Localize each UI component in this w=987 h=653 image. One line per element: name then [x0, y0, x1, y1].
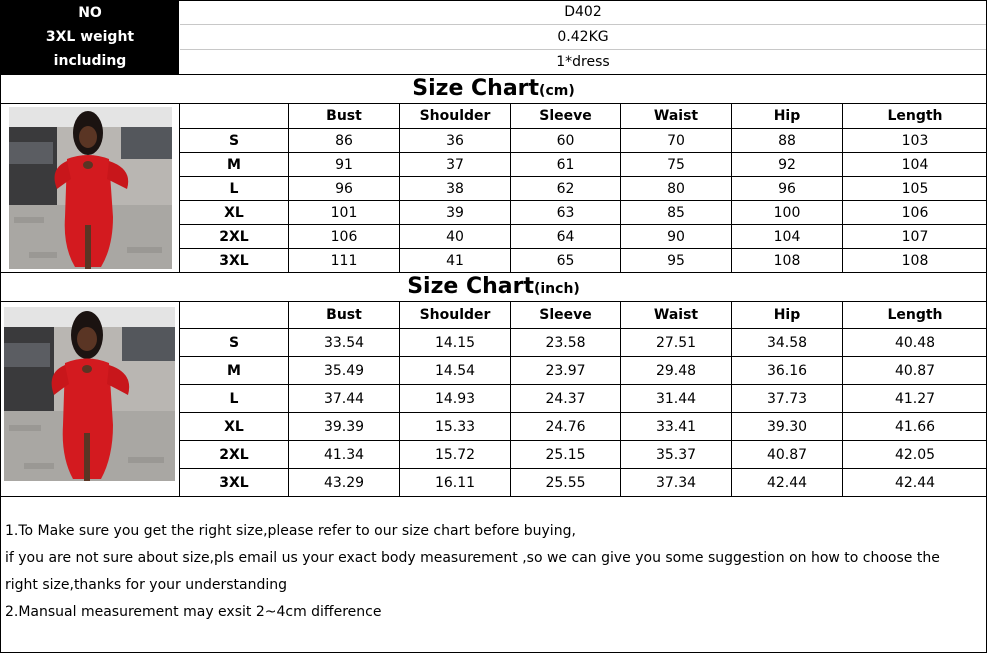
size-chart-inch-title — [1, 273, 986, 301]
table-cell: 25.55 — [511, 469, 621, 497]
table-cell: 37.73 — [732, 385, 843, 413]
table-cell: 42.44 — [732, 469, 843, 497]
info-value-including: 1*dress — [556, 54, 610, 70]
table-row — [180, 413, 987, 441]
table-row — [180, 357, 987, 385]
table-cell: 38 — [400, 177, 511, 201]
table-cell: 39 — [400, 201, 511, 225]
table-cell: 40.48 — [843, 329, 987, 357]
table-cell: 43.29 — [289, 469, 400, 497]
header-waist: Waist — [621, 302, 732, 329]
table-cell: 41.34 — [289, 441, 400, 469]
table-cell: 23.58 — [511, 329, 621, 357]
table-row — [180, 385, 987, 413]
size-label: XL — [180, 201, 289, 225]
table-cell: 31.44 — [621, 385, 732, 413]
dress-photo-1 — [9, 107, 172, 269]
size-label: 3XL — [180, 249, 289, 273]
table-cell: 40.87 — [732, 441, 843, 469]
table-row — [180, 153, 987, 177]
size-chart-cm-title — [1, 75, 986, 103]
table-cell: 29.48 — [621, 357, 732, 385]
size-label: XL — [180, 413, 289, 441]
table-cell: 70 — [621, 129, 732, 153]
size-label: L — [180, 177, 289, 201]
note-line: 1.To Make sure you get the right size,please refer to our size chart before buying, — [5, 523, 576, 539]
header-shoulder: Shoulder — [400, 302, 511, 329]
table-cell: 14.54 — [400, 357, 511, 385]
size-label: L — [180, 385, 289, 413]
table-row — [180, 249, 987, 273]
size-label: 2XL — [180, 441, 289, 469]
header-corner — [180, 104, 289, 129]
size-label: M — [180, 153, 289, 177]
table-cell: 15.72 — [400, 441, 511, 469]
table-row — [180, 441, 987, 469]
table-cell: 106 — [843, 201, 987, 225]
table-cell: 86 — [289, 129, 400, 153]
table-cell: 88 — [732, 129, 843, 153]
table-cell: 37.34 — [621, 469, 732, 497]
table-cell: 25.15 — [511, 441, 621, 469]
header-waist: Waist — [621, 104, 732, 129]
table-row — [180, 177, 987, 201]
table-cell: 39.39 — [289, 413, 400, 441]
size-label: 2XL — [180, 225, 289, 249]
table-cell: 96 — [289, 177, 400, 201]
table-row — [180, 469, 987, 497]
table-cell: 92 — [732, 153, 843, 177]
table-cell: 108 — [732, 249, 843, 273]
table-cell: 104 — [732, 225, 843, 249]
table-cell: 42.44 — [843, 469, 987, 497]
table-cell: 108 — [843, 249, 987, 273]
table-cell: 96 — [732, 177, 843, 201]
table-cell: 33.41 — [621, 413, 732, 441]
header-sleeve: Sleeve — [511, 302, 621, 329]
table-cell: 33.54 — [289, 329, 400, 357]
header-bust: Bust — [289, 302, 400, 329]
header-corner — [180, 302, 289, 329]
table-header-row — [180, 302, 987, 329]
table-cell: 91 — [289, 153, 400, 177]
table-cell: 61 — [511, 153, 621, 177]
table-cell: 40.87 — [843, 357, 987, 385]
size-chart-cm-title-text: Size Chart — [412, 76, 540, 101]
table-cell: 75 — [621, 153, 732, 177]
header-shoulder: Shoulder — [400, 104, 511, 129]
size-label: 3XL — [180, 469, 289, 497]
table-cell: 39.30 — [732, 413, 843, 441]
table-cell: 36 — [400, 129, 511, 153]
info-value-no: D402 — [180, 1, 986, 25]
table-cell: 24.76 — [511, 413, 621, 441]
header-hip: Hip — [732, 302, 843, 329]
table-cell: 80 — [621, 177, 732, 201]
table-row — [180, 129, 987, 153]
table-cell: 27.51 — [621, 329, 732, 357]
table-cell: 40 — [400, 225, 511, 249]
table-cell: 62 — [511, 177, 621, 201]
table-cell: 42.05 — [843, 441, 987, 469]
note-line: right size,thanks for your understanding — [5, 577, 288, 593]
info-label-no: NO — [1, 1, 179, 25]
table-cell: 63 — [511, 201, 621, 225]
table-cell: 106 — [289, 225, 400, 249]
dress-photo-2 — [4, 307, 175, 481]
table-cell: 64 — [511, 225, 621, 249]
header-bust: Bust — [289, 104, 400, 129]
table-cell: 85 — [621, 201, 732, 225]
header-sleeve: Sleeve — [511, 104, 621, 129]
table-cell: 35.37 — [621, 441, 732, 469]
table-row — [180, 329, 987, 357]
table-cell: 41.27 — [843, 385, 987, 413]
table-cell: 14.93 — [400, 385, 511, 413]
size-label: S — [180, 329, 289, 357]
table-cell: 37.44 — [289, 385, 400, 413]
size-notes — [5, 518, 980, 626]
info-value-weight: 0.42KG — [180, 25, 986, 50]
size-chart-cm-unit: (cm) — [539, 83, 575, 99]
size-label: M — [180, 357, 289, 385]
header-length: Length — [843, 104, 987, 129]
header-hip: Hip — [732, 104, 843, 129]
size-chart-inch-title-text: Size Chart — [407, 274, 534, 299]
size-chart-inch-unit: (inch) — [533, 281, 580, 297]
table-cell: 23.97 — [511, 357, 621, 385]
table-cell: 24.37 — [511, 385, 621, 413]
table-cell: 111 — [289, 249, 400, 273]
divider — [1, 496, 986, 497]
table-cell: 105 — [843, 177, 987, 201]
table-row — [180, 201, 987, 225]
table-header-row — [180, 104, 987, 129]
table-cell: 41 — [400, 249, 511, 273]
table-cell: 14.15 — [400, 329, 511, 357]
table-cell: 36.16 — [732, 357, 843, 385]
table-cell: 37 — [400, 153, 511, 177]
header-length: Length — [843, 302, 987, 329]
size-label: S — [180, 129, 289, 153]
table-cell: 107 — [843, 225, 987, 249]
table-cell: 90 — [621, 225, 732, 249]
note-line: if you are not sure about size,pls email us your exact body measurement ,so we can give you some suggestion on how to choose the — [5, 550, 940, 566]
table-cell: 103 — [843, 129, 987, 153]
table-cell: 41.66 — [843, 413, 987, 441]
table-cell: 60 — [511, 129, 621, 153]
table-cell: 104 — [843, 153, 987, 177]
table-cell: 15.33 — [400, 413, 511, 441]
table-cell: 95 — [621, 249, 732, 273]
table-cell: 35.49 — [289, 357, 400, 385]
info-label-weight: 3XL weight — [1, 25, 179, 49]
table-row — [180, 225, 987, 249]
table-cell: 101 — [289, 201, 400, 225]
table-cell: 16.11 — [400, 469, 511, 497]
table-cell: 65 — [511, 249, 621, 273]
table-cell: 100 — [732, 201, 843, 225]
size-table-inch — [179, 301, 987, 497]
size-table-cm — [179, 103, 987, 273]
table-cell: 34.58 — [732, 329, 843, 357]
note-line: 2.Mansual measurement may exsit 2~4cm difference — [5, 604, 382, 620]
product-info — [1, 1, 986, 74]
info-label-including: including — [1, 49, 179, 74]
